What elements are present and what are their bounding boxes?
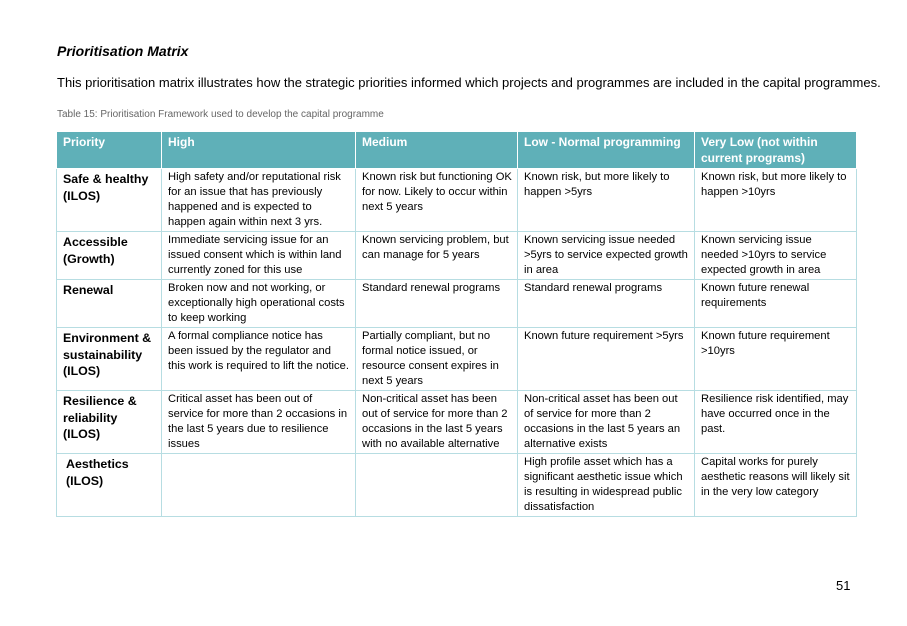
priority-cell: Resilience & reliability (ILOS) <box>57 391 162 454</box>
very-low-cell: Known risk, but more likely to happen >10yrs <box>695 169 857 232</box>
low-cell: Non-critical asset has been out of service for more than 2 occasions in the last 5 years an alternative exists <box>518 391 695 454</box>
table-header-row <box>57 132 857 169</box>
low-cell: Standard renewal programs <box>518 280 695 328</box>
column-header-high: High <box>162 132 356 169</box>
column-header-very-low: Very Low (not within current programs) <box>695 132 857 169</box>
medium-cell <box>356 454 518 517</box>
high-cell: High safety and/or reputational risk for an issue that has previously happened and is expected to happen again within next 3 yrs. <box>162 169 356 232</box>
page-number: 51 <box>836 578 851 593</box>
column-header-medium: Medium <box>356 132 518 169</box>
medium-cell: Known servicing problem, but can manage for 5 years <box>356 232 518 280</box>
high-cell: Broken now and not working, or exceptionally high operational costs to keep working <box>162 280 356 328</box>
very-low-cell: Capital works for purely aesthetic reasons will likely sit in the very low category <box>695 454 857 517</box>
prioritisation-matrix-table <box>56 131 857 517</box>
very-low-cell: Resilience risk identified, may have occurred once in the past. <box>695 391 857 454</box>
table-row <box>57 454 857 517</box>
table-row <box>57 232 857 280</box>
intro-paragraph: This prioritisation matrix illustrates how the strategic priorities informed which projects and programmes are included in the capital programmes. <box>57 75 881 90</box>
table-row <box>57 169 857 232</box>
table-caption: Table 15: Prioritisation Framework used to develop the capital programme <box>57 109 384 120</box>
section-heading: Prioritisation Matrix <box>57 43 189 59</box>
medium-cell: Partially compliant, but no formal notice issued, or resource consent expires in next 5 years <box>356 328 518 391</box>
very-low-cell: Known servicing issue needed >10yrs to service expected growth in area <box>695 232 857 280</box>
table-row <box>57 328 857 391</box>
table-row <box>57 280 857 328</box>
low-cell: Known servicing issue needed >5yrs to service expected growth in area <box>518 232 695 280</box>
high-cell: Immediate servicing issue for an issued consent which is within land currently zoned for this use <box>162 232 356 280</box>
high-cell: A formal compliance notice has been issued by the regulator and this work is required to lift the notice. <box>162 328 356 391</box>
medium-cell: Non-critical asset has been out of service for more than 2 occasions in the last 5 years with no available alternative <box>356 391 518 454</box>
priority-cell: Aesthetics (ILOS) <box>57 454 162 517</box>
priority-cell: Accessible (Growth) <box>57 232 162 280</box>
priority-cell: Safe & healthy (ILOS) <box>57 169 162 232</box>
high-cell <box>162 454 356 517</box>
very-low-cell: Known future requirement >10yrs <box>695 328 857 391</box>
priority-cell: Environment & sustainability (ILOS) <box>57 328 162 391</box>
high-cell: Critical asset has been out of service for more than 2 occasions in the last 5 years due to resilience issues <box>162 391 356 454</box>
low-cell: Known future requirement >5yrs <box>518 328 695 391</box>
medium-cell: Standard renewal programs <box>356 280 518 328</box>
priority-cell: Renewal <box>57 280 162 328</box>
medium-cell: Known risk but functioning OK for now. Likely to occur within next 5 years <box>356 169 518 232</box>
very-low-cell: Known future renewal requirements <box>695 280 857 328</box>
column-header-low: Low - Normal programming <box>518 132 695 169</box>
column-header-priority: Priority <box>57 132 162 169</box>
table-row <box>57 391 857 454</box>
low-cell: High profile asset which has a significant aesthetic issue which is resulting in widespread public dissatisfaction <box>518 454 695 517</box>
low-cell: Known risk, but more likely to happen >5yrs <box>518 169 695 232</box>
